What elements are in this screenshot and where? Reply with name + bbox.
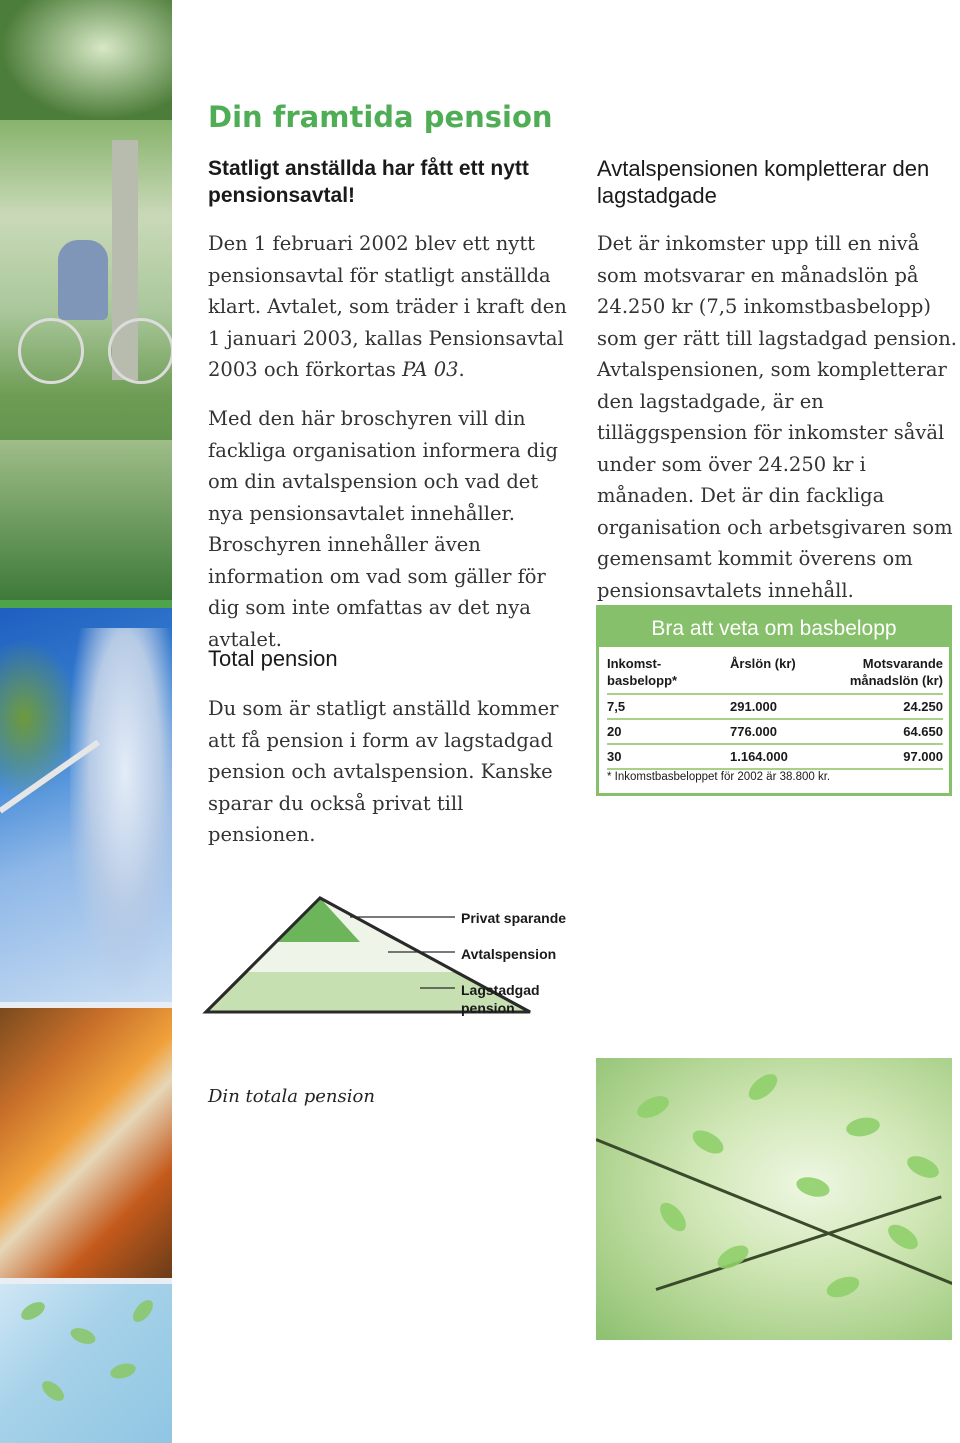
brochure-paragraph: Med den här broschyren vill din fackliga organisation informera dig om din avtalspension och vad det nya pensionsavtalet innehåller. Broschyren innehåller även information om vad som gäller för dig som inte omfattas av det nya avtalet.	[208, 407, 558, 651]
label-lagstadgad-pension: Lagstadgad pension	[461, 982, 540, 1016]
table-row	[607, 718, 943, 743]
header-manadslon: Motsvarande månadslön (kr)	[849, 656, 943, 688]
total-pension-heading: Total pension	[208, 646, 338, 671]
green-band	[0, 600, 172, 608]
right-paragraph: Det är inkomster upp till en nivå som motsvarar en månadslön på 24.250 kr (7,5 inkomstbasbelopp) som ger rätt till lagstadgad pension. Avtalspensionen, som kompletterar den lagstadgade, är en tilläggspension för inkomster såväl under som över 24.250 kr i månaden. Det är din fackliga organisation och arbetsgivaren som gemensamt kommit överens om pensionsavtalets innehåll.	[597, 232, 957, 602]
intro-paragraph: Den 1 februari 2002 blev ett nytt pensionsavtal för statligt anställda klart. Avtalet, som träder i kraft den 1 januari 2003, kallas Pensionsavtal 2003 och förkortas PA 03.	[208, 232, 567, 381]
header-inkomstbasbelopp: Inkomst- basbelopp*	[607, 656, 678, 688]
basbelopp-infobox	[596, 605, 952, 796]
park-cyclist-photo	[0, 0, 172, 600]
cell-arslon: 291.000	[730, 699, 777, 714]
cell-basbelopp: 30	[607, 749, 622, 764]
total-pension-paragraph: Du som är statligt anställd kommer att få pension i form av lagstadgad pension och avtalspension. Kanske sparar du också privat till pensionen.	[208, 697, 559, 846]
page-title: Din framtida pension	[208, 100, 553, 134]
label-privat-sparande: Privat sparande	[461, 910, 567, 926]
cell-arslon: 776.000	[730, 724, 777, 739]
table-row	[607, 693, 943, 718]
left-subheading: Statligt anställda har fått ett nytt pensionsavtal!	[208, 157, 529, 207]
table-header	[607, 655, 943, 693]
green-leaves-photo	[596, 1058, 952, 1340]
cell-basbelopp: 7,5	[607, 699, 626, 714]
cell-manadslon: 24.250	[903, 699, 943, 714]
basbelopp-table	[607, 655, 943, 770]
label-avtalspension: Avtalspension	[461, 946, 557, 962]
cell-manadslon: 64.650	[903, 724, 943, 739]
cell-basbelopp: 20	[607, 724, 622, 739]
pyramid-caption: Din totala pension	[208, 1086, 375, 1107]
cell-arslon: 1.164.000	[730, 749, 788, 764]
autumn-leaves-photo	[0, 1008, 172, 1278]
spring-leaves-photo	[0, 1284, 172, 1443]
right-subheading: Avtalspensionen kompletterar den lagstadgade	[597, 156, 930, 208]
winter-tree-photo	[0, 608, 172, 1002]
cell-manadslon: 97.000	[903, 749, 943, 764]
infobox-title: Bra att veta om basbelopp	[599, 608, 949, 647]
table-row	[607, 743, 943, 770]
photo-strip	[0, 0, 172, 1443]
pyramid-layer-avtalspension-band	[246, 937, 460, 972]
infobox-footnote: * Inkomstbasbeloppet för 2002 är 38.800 kr.	[607, 771, 831, 783]
header-arslon: Årslön (kr)	[730, 656, 796, 671]
